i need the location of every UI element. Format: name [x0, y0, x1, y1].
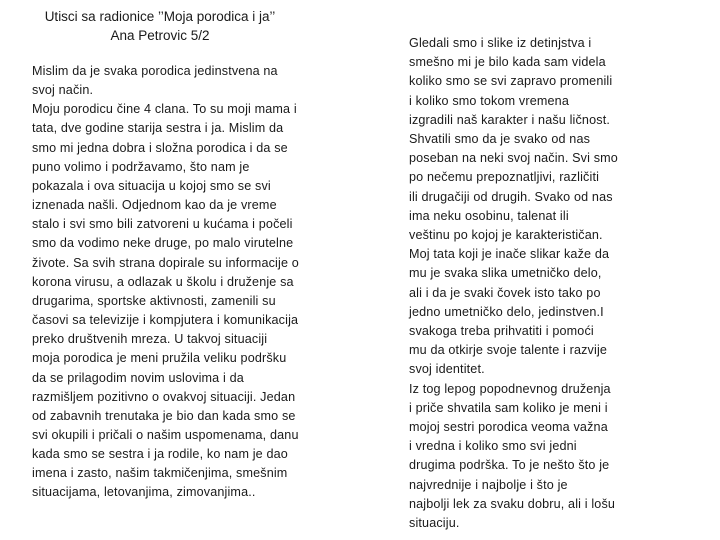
text-line: ima neku osobinu, talenat ili: [409, 208, 569, 223]
text-line: mojoj sestri porodica veoma važna: [409, 420, 608, 435]
text-line: stalo i svi smo bili zatvoreni u kućama i počeli: [32, 217, 293, 232]
text-line: Moju porodicu čine 4 clana. To su moji mama i: [32, 102, 297, 117]
text-line: da se prilagodim novim uslovima i da: [32, 370, 244, 385]
text-line: po nečemu prepoznatljivi, različiti: [409, 170, 600, 185]
text-line: pokazala i ova situacija u kojoj smo se svi: [32, 178, 271, 193]
text-line: smo mi jedna dobra i složna porodica i da se: [32, 140, 288, 155]
text-line: smešno mi je bilo kada sam videla: [409, 55, 606, 70]
text-line: svi okupili i pričali o našim uspomenama, danu: [32, 427, 299, 442]
text-line: situacijama, letovanjima, zimovanjima..: [32, 485, 256, 500]
text-line: Moj tata koji je inače slikar kaže da: [409, 247, 610, 262]
text-line: od zabavnih trenutaka je bio dan kada smo se: [32, 408, 296, 423]
text-line: imena i zasto, našim takmičenjima, smešnim: [32, 466, 288, 481]
text-line: najbolji lek za svaku dobru, ali i lošu: [409, 496, 616, 511]
text-line: i koliko smo tokom vremena: [409, 93, 569, 108]
text-line: tata, dve godine starija sestra i ja. Mislim da: [32, 121, 284, 136]
text-line: Shvatili smo da je svako od nas: [409, 132, 591, 147]
text-line: veštinu po kojoj je karakterističan.: [409, 228, 603, 243]
text-line: ili drugačiji od drugih. Svako od nas: [409, 189, 613, 204]
left-text-column: [32, 62, 338, 503]
text-line: moja porodica je meni pružila veliku podršku: [32, 351, 287, 366]
text-line: svakoga treba prihvatiti i pomoći: [409, 324, 594, 339]
text-line: izgradili naš karakter i našu ličnost.: [409, 112, 610, 127]
text-line: koliko smo se svi zapravo promenili: [409, 74, 613, 89]
document-header: [30, 7, 290, 45]
text-line: jedno umetničko delo, jedinstven.I: [409, 304, 604, 319]
document-author: Ana Petrovic 5/2: [110, 28, 210, 43]
text-line: kada smo se sestra i ja rodile, ko nam je dao: [32, 447, 288, 462]
text-line: razmišljem pozitivno o ovakvoj situaciji. Jedan: [32, 389, 296, 404]
text-line: Iz tog lepog popodnevnog druženja: [409, 381, 611, 396]
text-line: drugima podrška. To je nešto što je: [409, 458, 610, 473]
text-line: časovi sa televizije i kompjutera i komunikacija: [32, 313, 299, 328]
text-line: i priče shvatila sam koliko je meni i: [409, 400, 608, 415]
text-line: svoj identitet.: [409, 362, 485, 377]
right-text-column: [409, 34, 649, 533]
text-line: poseban na neki svoj način. Svi smo: [409, 151, 618, 166]
text-line: mu da otkirje svoje talente i razvije: [409, 343, 608, 358]
text-line: puno volimo i podržavamo, što nam je: [32, 159, 250, 174]
text-line: i vredna i koliko smo svi jedni: [409, 439, 577, 454]
text-line: iznenada našli. Odjednom kao da je vreme: [32, 198, 277, 213]
text-line: Gledali smo i slike iz detinjstva i: [409, 36, 592, 50]
text-line: mu je svaka slika umetničko delo,: [409, 266, 602, 281]
text-line: najvrednije i najbolje i što je: [409, 477, 568, 492]
text-line: drugarima, sportske aktivnosti, zamenili su: [32, 293, 276, 308]
text-line: živote. Sa svih strana dopirale su informacije o: [32, 255, 299, 270]
text-line: smo da vodimo neke druge, po malo virutelne: [32, 236, 294, 251]
text-line: ali i da je svaki čovek isto tako po: [409, 285, 601, 300]
text-line: preko društvenih mreza. U takvoj situaciji: [32, 332, 268, 347]
text-line: korona virusu, a odlazak u školu i druženje sa: [32, 274, 294, 289]
text-line: situaciju.: [409, 516, 460, 531]
text-line: svoj način.: [32, 83, 94, 98]
document-title: Utisci sa radionice ’’Moja porodica i ja’’: [44, 9, 276, 24]
text-line: Mislim da je svaka porodica jedinstvena na: [32, 64, 278, 78]
